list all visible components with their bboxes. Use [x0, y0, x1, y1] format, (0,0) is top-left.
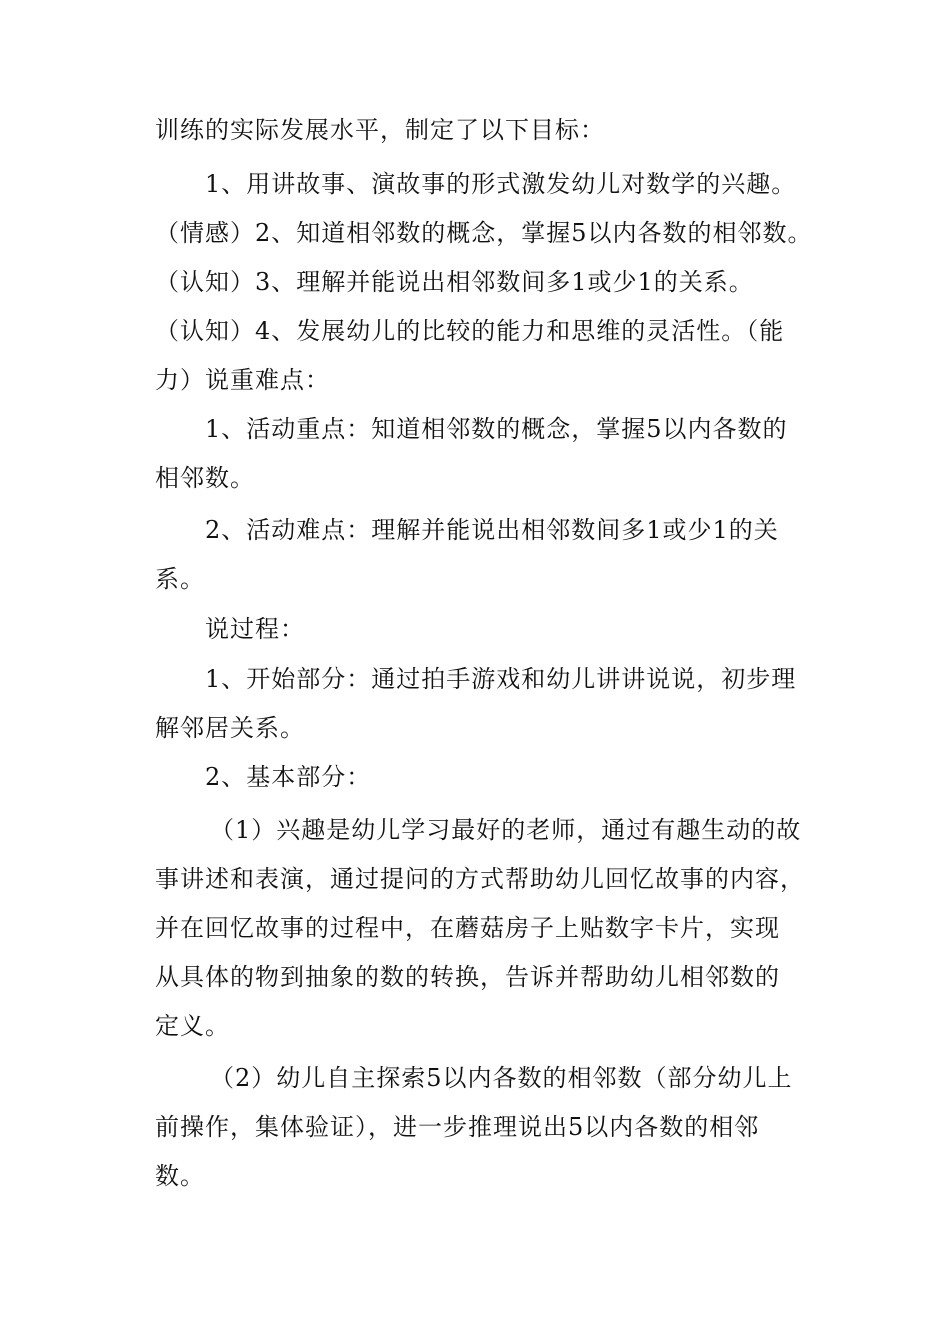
text-line-9: 2、活动难点：理解并能说出相邻数间多1或少1的关	[205, 516, 779, 544]
text-line-20: （2）幼儿自主探索5以内各数的相邻数（部分幼儿上	[210, 1064, 793, 1092]
text-line-5: （认知）4、发展幼儿的比较的能力和思维的灵活性。（能	[155, 317, 785, 345]
text-line-18: 从具体的物到抽象的数的转换，告诉并帮助幼儿相邻数的	[155, 963, 780, 991]
text-line-11: 说过程：	[205, 615, 305, 643]
text-line-6: 力）说重难点：	[155, 366, 330, 394]
text-line-13: 解邻居关系。	[155, 714, 305, 742]
text-line-1: 训练的实际发展水平，制定了以下目标：	[155, 116, 605, 144]
text-line-3: （情感）2、知道相邻数的概念，掌握5以内各数的相邻数。	[155, 219, 813, 247]
text-line-12: 1、开始部分：通过拍手游戏和幼儿讲讲说说，初步理	[205, 665, 797, 693]
text-line-10: 系。	[155, 565, 205, 593]
text-line-17: 并在回忆故事的过程中，在蘑菇房子上贴数字卡片，实现	[155, 914, 780, 942]
text-line-19: 定义。	[155, 1012, 230, 1040]
text-line-15: （1）兴趣是幼儿学习最好的老师，通过有趣生动的故	[210, 816, 802, 844]
text-line-2: 1、用讲故事、演故事的形式激发幼儿对数学的兴趣。	[205, 170, 797, 198]
text-line-22: 数。	[155, 1162, 205, 1190]
text-line-4: （认知）3、理解并能说出相邻数间多1或少1的关系。	[155, 268, 754, 296]
text-line-14: 2、基本部分：	[205, 763, 372, 791]
text-line-8: 相邻数。	[155, 464, 255, 492]
text-line-16: 事讲述和表演，通过提问的方式帮助幼儿回忆故事的内容，	[155, 865, 805, 893]
text-line-7: 1、活动重点：知道相邻数的概念，掌握5以内各数的	[205, 415, 788, 443]
text-line-21: 前操作，集体验证），进一步推理说出5以内各数的相邻	[155, 1113, 760, 1141]
